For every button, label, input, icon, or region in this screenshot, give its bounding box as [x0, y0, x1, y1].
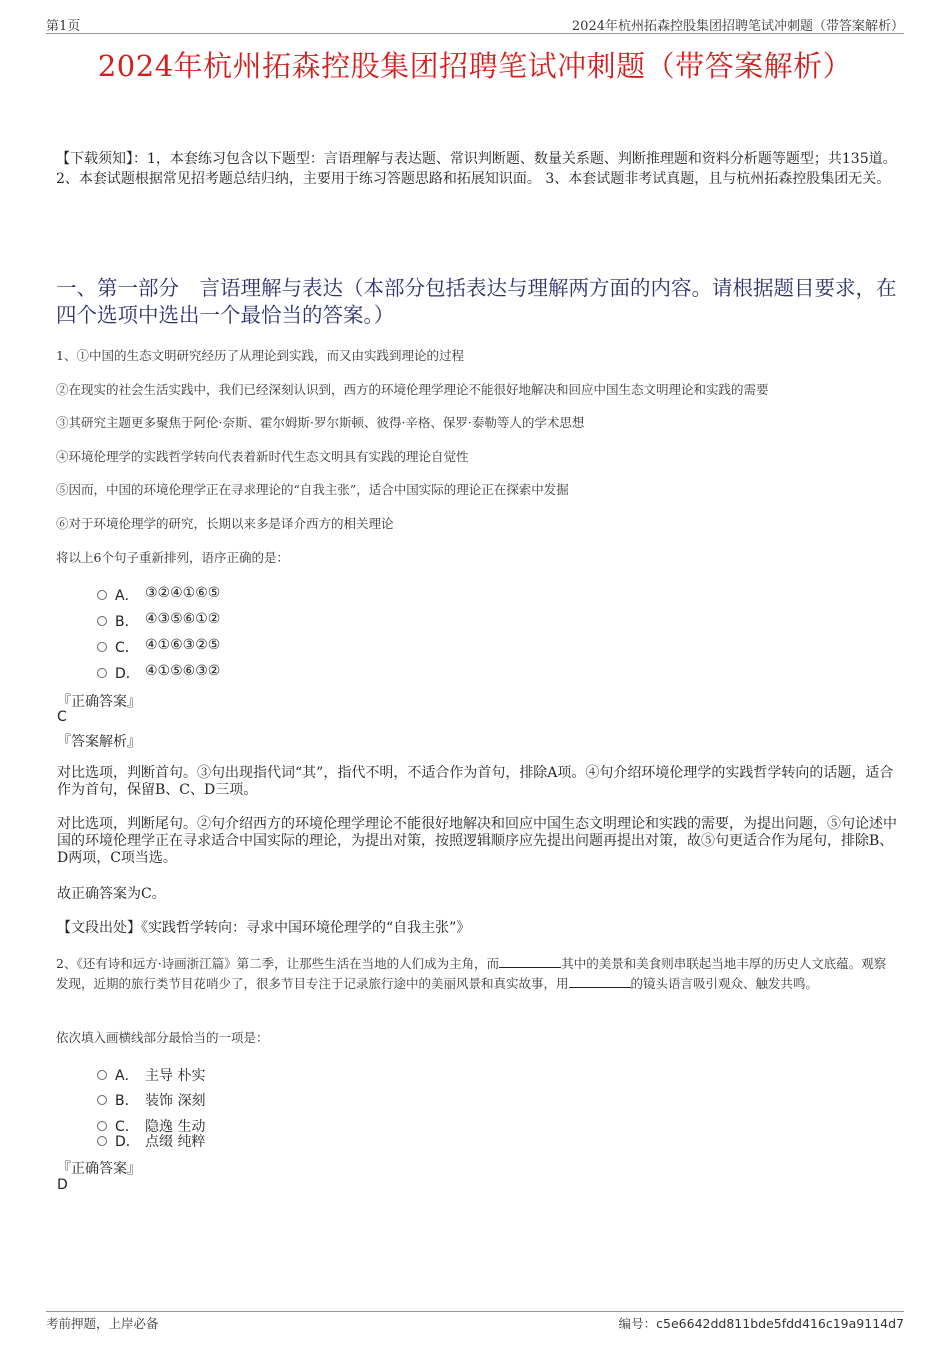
page-title: 2024年杭州拓森控股集团招聘笔试冲刺题（带答案解析）	[97, 49, 853, 83]
radio-icon[interactable]	[97, 668, 107, 678]
q2-answer: D	[57, 1177, 68, 1193]
option-text: ③②④①⑥⑤	[145, 585, 221, 601]
option-text: ④①⑤⑥③②	[145, 663, 221, 679]
q1-analysis-para-2: 对比选项，判断尾句。②句介绍西方的环境伦理学理论不能很好地解决和回应中国生态文明理论和实践的需要，为提出问题，⑤句论述中国的环境伦理学正在寻求适合中国实际的理论，为提出对策，按照逻辑顺序应先提出问题再提出对策，故⑤句更适合作为尾句，排除B、D两项，C项当选。	[57, 816, 897, 866]
radio-icon[interactable]	[97, 1070, 107, 1080]
q1-answer-label: 『正确答案』	[57, 694, 141, 710]
q2-text: 2、《还有诗和远方·诗画浙江篇》第二季，让那些生活在当地的人们成为主角，而 其中的美景和美食则串联起当地丰厚的历史人文底蕴。观察发现，近期的旅行类节目花哨少了，很多节目专注于记录旅行途中的美丽风景和真实故事，用 的镜头语言吸引观众、触发共鸣。	[56, 956, 887, 991]
header-doc-title: 2024年杭州拓森控股集团招聘笔试冲刺题（带答案解析）	[571, 19, 904, 34]
radio-icon[interactable]	[97, 642, 107, 652]
option-text: 隐逸 生动	[145, 1119, 206, 1135]
footer-code: 编号：c5e6642dd811bde5fdd416c19a9114d7	[618, 1316, 904, 1331]
page-number: 第1页	[46, 19, 81, 34]
q2-answer-label: 『正确答案』	[57, 1161, 141, 1177]
q1-source: 【文段出处】《实践哲学转向：寻求中国环境伦理学的“自我主张”》	[57, 920, 471, 936]
option-text: ④③⑤⑥①②	[145, 611, 221, 627]
download-notice: 【下载须知】：1，本套练习包含以下题型：言语理解与表达题、常识判断题、数量关系题、判断推理题和资料分析题等题型；共135道。 2、本套试题根据常见招考题总结归纳，主要用于练习答题思路和拓展知识面。 3、本套试题非考试真题，且与杭州拓森控股集团无关。	[56, 151, 897, 187]
radio-icon[interactable]	[97, 590, 107, 600]
radio-icon[interactable]	[97, 1121, 107, 1131]
q1-sentence-2: ②在现实的社会生活实践中，我们已经深刻认识到，西方的环境伦理学理论不能很好地解决和回应中国生态文明理论和实践的需要	[56, 382, 769, 397]
option-text: 点缀 纯粹	[145, 1134, 206, 1150]
q1-analysis-conclusion: 故正确答案为C。	[57, 886, 166, 902]
radio-icon[interactable]	[97, 616, 107, 626]
q2-prompt: 依次填入画横线部分最恰当的一项是：	[56, 1030, 269, 1045]
fill-blank-2	[569, 975, 631, 988]
q1-prompt: 将以上6个句子重新排列，语序正确的是：	[56, 550, 289, 565]
footer-divider	[46, 1311, 904, 1312]
option-text: ④①⑥③②⑤	[145, 637, 221, 653]
section-title: 一、第一部分 言语理解与表达（本部分包括表达与理解两方面的内容。请根据题目要求，在四个选项中选出一个最恰当的答案。）	[56, 276, 897, 327]
q1-sentence-6: ⑥对于环境伦理学的研究，长期以来多是译介西方的相关理论	[56, 516, 394, 531]
option-text: 主导 朴实	[145, 1068, 206, 1084]
q1-analysis-label: 『答案解析』	[57, 734, 141, 750]
q1-analysis-para-1: 对比选项，判断首句。③句出现指代词“其”，指代不明，不适合作为首句，排除A项。④句介绍环境伦理学的实践哲学转向的话题，适合作为首句，保留B、C、D三项。	[57, 765, 894, 798]
q1-sentence-5: ⑤因而，中国的环境伦理学正在寻求理论的“自我主张”，适合中国实际的理论正在探索中发掘	[56, 482, 569, 497]
q1-answer: C	[57, 709, 67, 725]
q1-sentence-3: ③其研究主题更多聚焦于阿伦·奈斯、霍尔姆斯·罗尔斯顿、彼得·辛格、保罗·泰勒等人的学术思想	[56, 415, 585, 430]
fill-blank-1	[499, 955, 561, 968]
radio-icon[interactable]	[97, 1095, 107, 1105]
footer-slogan: 考前押题，上岸必备	[46, 1316, 159, 1331]
q1-sentence-1: 1、①中国的生态文明研究经历了从理论到实践，而又由实践到理论的过程	[56, 348, 464, 363]
q1-sentence-4: ④环境伦理学的实践哲学转向代表着新时代生态文明具有实践的理论自觉性	[56, 449, 469, 464]
option-text: 装饰 深刻	[145, 1093, 206, 1109]
header-divider	[46, 33, 904, 34]
radio-icon[interactable]	[97, 1136, 107, 1146]
